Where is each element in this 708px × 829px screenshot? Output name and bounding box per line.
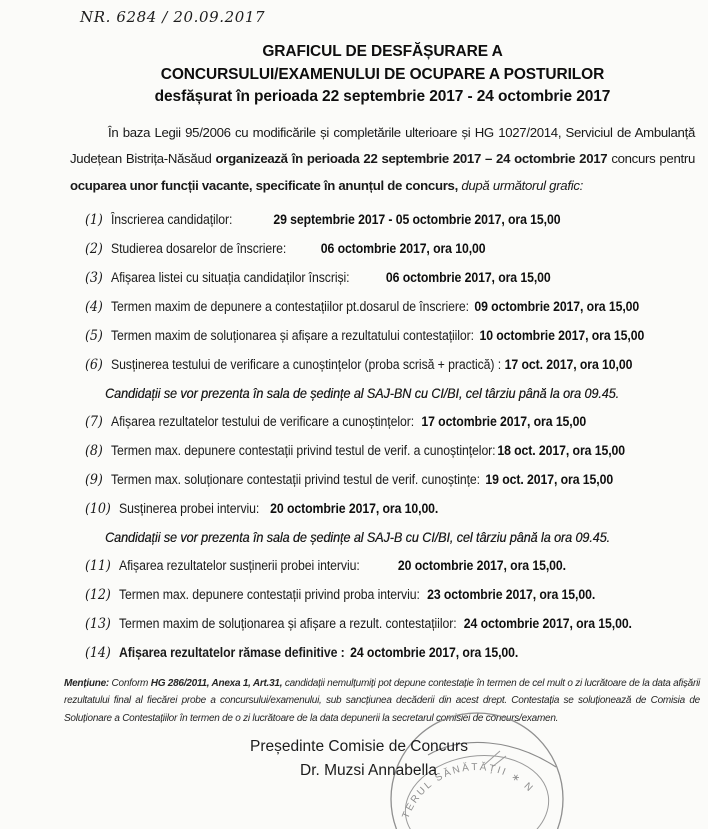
item-label: Susținerea probei interviu: [118, 501, 260, 516]
item-number: (11) [85, 558, 111, 574]
schedule-item [85, 357, 652, 373]
item-note: Candidații se vor prezenta în sala de ședințe al SAJ-B cu CI/BI, cel târziu până la ora 09.45. [105, 530, 610, 545]
signature-name: Dr. Muzsi Annabella [300, 762, 437, 780]
schedule-item [85, 299, 652, 315]
schedule-item [85, 212, 652, 228]
intro-period-bold: organizează în perioada 22 septembrie 2017 – 24 octombrie 2017 [215, 151, 612, 166]
item-number: (9) [85, 472, 103, 488]
intro-paragraph [70, 120, 695, 200]
schedule-item [85, 472, 652, 488]
schedule-item [85, 443, 652, 459]
item-number: (10) [85, 501, 111, 517]
schedule-item [85, 270, 652, 286]
item-date: 23 octombrie 2017, ora 15,00. [427, 587, 596, 602]
footnote-text-2: candidații nemulțumiți pot depune contestație în termen de cel mult o zi lucrătoare de la data afișării rezultatului final al fiecărei probe a concursului/examenului, sub sancțiunea decăderii din acest drept. Contestația se soluționează de Comisia de Soluționare a Contestațiilor în termen de o zi lucrătoare de la data depunerii la secretarul comisiei de concurs/examen. [64, 678, 701, 724]
item-number: (13) [85, 616, 111, 632]
item-number: (14) [85, 645, 111, 661]
intro-text-2: concurs pentru [611, 151, 695, 166]
item-number: (8) [85, 443, 103, 459]
item-number: (4) [85, 299, 103, 315]
item-date: 20 octombrie 2017, ora 15,00. [397, 558, 566, 573]
item-date: 09 octombrie 2017, ora 15,00 [474, 299, 640, 314]
schedule-item [85, 616, 652, 632]
item-number: (1) [85, 212, 103, 228]
intro-italic-tail: după următorul grafic: [461, 177, 583, 193]
item-date: 18 oct. 2017, ora 15,00 [497, 443, 625, 458]
item-label: Studierea dosarelor de înscriere: [110, 241, 287, 256]
item-date: 24 octombrie 2017, ora 15,00. [463, 616, 632, 631]
item-label: Termen maxim de soluționarea și afișare a rezult. contestațiilor: [118, 616, 457, 631]
item-number: (3) [85, 270, 103, 286]
item-date: 06 octombrie 2017, ora 10,00 [320, 241, 486, 256]
schedule-item [85, 328, 652, 344]
item-date: 24 octombrie 2017, ora 15,00. [350, 645, 519, 660]
title-line-1: GRAFICUL DE DESFĂȘURARE A [262, 43, 503, 60]
item-date: 10 octombrie 2017, ora 15,00 [479, 328, 645, 343]
item-date: 19 oct. 2017, ora 15,00 [485, 472, 614, 487]
item-date: 20 octombrie 2017, ora 10,00. [270, 501, 439, 516]
schedule-item [85, 587, 652, 603]
schedule-item [85, 241, 652, 257]
item-label: Afișarea listei cu situația candidaților înscriși: [110, 270, 350, 285]
item-label: Termen maxim de depunere a contestațiilor pt.dosarul de înscriere: [110, 299, 469, 314]
item-date: 29 septembrie 2017 - 05 octombrie 2017, ora 15,00 [273, 212, 561, 227]
schedule-item [85, 558, 652, 574]
item-number: (5) [85, 328, 103, 344]
schedule-list [85, 212, 708, 661]
title-line-2: CONCURSULUI/EXAMENULUI DE OCUPARE A POSTURILOR [160, 65, 605, 83]
item-label: Termen maxim de soluționarea și afișare a rezultatului contestațiilor: [110, 328, 474, 343]
footnote-text-1: Conform [108, 678, 151, 689]
stamp-arc-text: TERUL SĂNĂTĂȚII ∗ N [400, 761, 536, 821]
signature-role: Președinte Comisie de Concurs [250, 738, 468, 756]
item-label: Înscrierea candidaților: [110, 212, 233, 227]
item-label: Termen max. depunere contestații privind proba interviu: [118, 587, 420, 602]
item-date: 06 octombrie 2017, ora 15,00 [385, 270, 551, 285]
item-date: 17 oct. 2017, ora 10,00 [504, 357, 633, 372]
item-label: Afișarea rezultatelor susținerii probei interviu: [118, 558, 360, 573]
title-line-3: desfășurat în perioada 22 septembrie 2017 - 24 octombrie 2017 [154, 88, 611, 105]
item-number: (2) [85, 241, 103, 257]
item-label: Afișarea rezultatelor rămase definitive : [118, 645, 345, 660]
item-number: (12) [85, 587, 111, 603]
item-label: Susținerea testului de verificare a cunoștințelor (proba scrisă + practică) : [110, 357, 502, 372]
signature-block [250, 738, 708, 780]
schedule-item [85, 414, 652, 430]
item-label: Afișarea rezultatelor testului de verificare a cunoștințelor: [110, 414, 415, 429]
item-date: 17 octombrie 2017, ora 15,00 [421, 414, 587, 429]
footnote-legal-ref: HG 286/2011, Anexa 1, Art.31, [150, 678, 283, 689]
intro-text: În baza Legii 95/2006 cu modificările și completările ulterioare și HG 1027/2014, Serviciul de Ambulanță Județean Bistrița-Năsăud [70, 124, 695, 166]
item-label: Termen max. soluționare contestații privind testul de verif. cunoștințe: [110, 472, 480, 487]
item-label: Termen max. depunere contestații privind testul de verif. a cunoștințelor: [110, 443, 496, 458]
document-title [70, 41, 695, 109]
footnote [64, 675, 700, 727]
footnote-label: Mențiune: [64, 678, 109, 689]
schedule-item [85, 645, 652, 661]
item-note: Candidații se vor prezenta în sala de ședințe al SAJ-BN cu CI/BI, cel târziu până la ora 09.45. [105, 386, 619, 401]
item-number: (7) [85, 414, 103, 430]
item-number: (6) [85, 357, 103, 373]
schedule-item [85, 501, 652, 517]
intro-positions-bold: ocuparea unor funcții vacante, specificate în anunțul de concurs, [70, 177, 462, 193]
reference-number: NR. 6284 / 20.09.2017 [80, 8, 266, 26]
document-page [0, 8, 708, 821]
